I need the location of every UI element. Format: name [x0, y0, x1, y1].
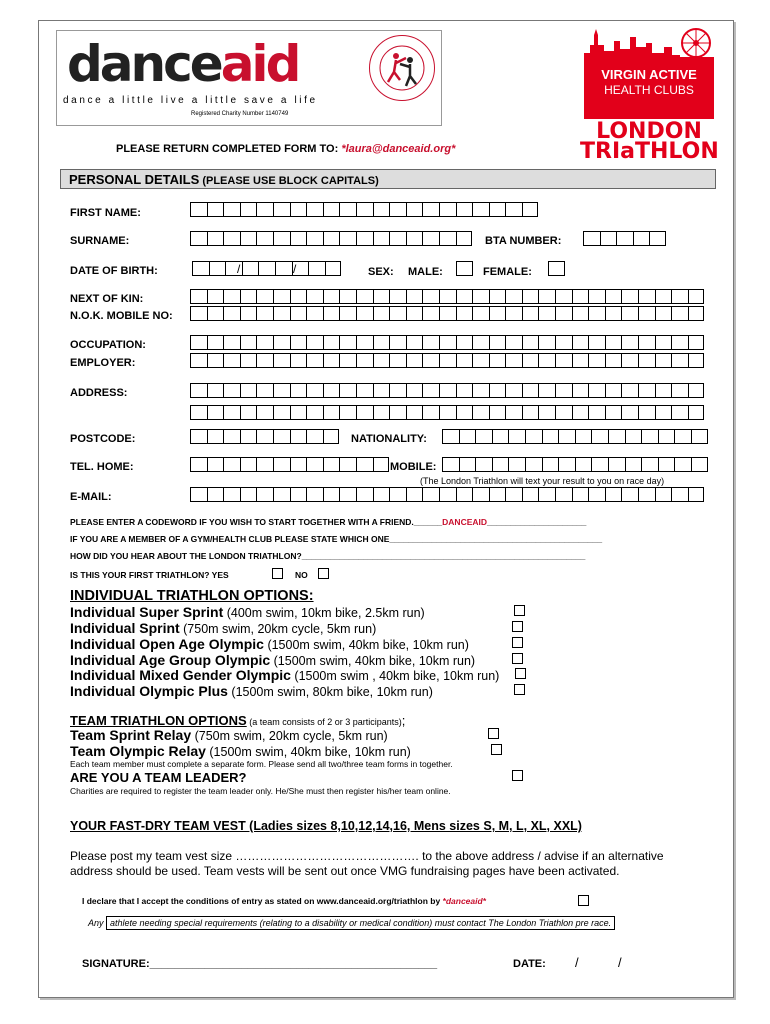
tel-home-label: TEL. HOME: — [70, 461, 134, 473]
postcode-label: POSTCODE: — [70, 433, 136, 445]
option-open-age-olympic-checkbox[interactable] — [512, 637, 523, 648]
option-team-olympic-relay: Team Olympic Relay (1500m swim, 40km bike, 10km run) — [70, 743, 411, 759]
dob-input[interactable] — [192, 261, 341, 276]
virgin-active-badge: VIRGIN ACTIVE HEALTH CLUBS — [584, 61, 714, 119]
address-label: ADDRESS: — [70, 387, 128, 399]
option-olympic-plus-checkbox[interactable] — [514, 684, 525, 695]
first-name-label: FIRST NAME: — [70, 207, 141, 219]
date-slash-2: / — [618, 955, 622, 970]
option-super-sprint-checkbox[interactable] — [514, 605, 525, 616]
dob-label: DATE OF BIRTH: — [70, 265, 158, 277]
team-note: Each team member must complete a separate form. Please send all two/three team forms in together. — [70, 759, 453, 769]
mobile-note: (The London Triathlon will text your result to you on race day) — [420, 476, 665, 486]
dob-slash-1: / — [237, 262, 241, 276]
hear-question[interactable]: HOW DID YOU HEAR ABOUT THE LONDON TRIATHLON?____________________________________________________________ — [70, 551, 586, 561]
special-requirements-note: Any athlete needing special requirements (relating to a disability or medical condition) must contact The London Triathlon pre race. — [88, 918, 615, 928]
sex-label: SEX: — [368, 266, 394, 278]
option-team-sprint-relay: Team Sprint Relay (750m swim, 20km cycle, 5km run) — [70, 727, 388, 743]
option-sprint: Individual Sprint (750m swim, 20km cycle, 5km run) — [70, 620, 377, 636]
dob-slash-2: / — [293, 262, 297, 276]
first-triathlon-no-label: NO — [295, 570, 308, 580]
vest-line-1: Please post my team vest size ………………………………………. to the above address / advise if an alternative — [70, 849, 664, 863]
option-open-age-olympic: Individual Open Age Olympic (1500m swim, 40km bike, 10km run) — [70, 636, 469, 652]
next-of-kin-label: NEXT OF KIN: — [70, 293, 144, 305]
option-mixed-gender-olympic: Individual Mixed Gender Olympic (1500m swim , 40km bike, 10km run) — [70, 667, 500, 683]
vest-line-2: address should be used. Team vests will be sent out once VMG fundraising pages have been activated. — [70, 864, 620, 878]
team-leader-question: ARE YOU A TEAM LEADER? — [70, 770, 247, 785]
gym-question[interactable]: IF YOU ARE A MEMBER OF A GYM/HEALTH CLUB PLEASE STATE WHICH ONE_____________________________________________ — [70, 534, 603, 544]
team-leader-checkbox[interactable] — [512, 770, 523, 781]
individual-options-title: INDIVIDUAL TRIATHLON OPTIONS: — [70, 588, 314, 604]
address-line-2-input[interactable] — [190, 405, 704, 420]
option-sprint-checkbox[interactable] — [512, 621, 523, 632]
employer-label: EMPLOYER: — [70, 357, 136, 369]
tagline: dance a little live a little save a life — [63, 95, 318, 106]
nationality-input[interactable] — [442, 429, 708, 444]
female-checkbox[interactable] — [548, 261, 565, 276]
london-skyline-icon — [580, 27, 718, 63]
first-triathlon-question: IS THIS YOUR FIRST TRIATHLON? YES — [70, 570, 229, 580]
occupation-label: OCCUPATION: — [70, 339, 146, 351]
charity-number: Registered Charity Number 1140749 — [191, 111, 289, 117]
option-team-sprint-relay-checkbox[interactable] — [488, 728, 499, 739]
virgin-london-triathlon-logo — [580, 27, 719, 164]
surname-input[interactable] — [190, 231, 472, 246]
first-triathlon-no-checkbox[interactable] — [318, 568, 329, 579]
danceaid-logo — [56, 30, 442, 126]
date-slash-1: / — [575, 955, 579, 970]
first-triathlon-yes-checkbox[interactable] — [272, 568, 283, 579]
option-mixed-gender-olympic-checkbox[interactable] — [515, 668, 526, 679]
email-label: E-MAIL: — [70, 491, 112, 503]
logo-dancers-icon — [369, 35, 435, 101]
first-name-input[interactable] — [190, 202, 538, 217]
male-label: MALE: — [408, 266, 443, 278]
next-of-kin-input[interactable] — [190, 289, 704, 304]
occupation-input[interactable] — [190, 335, 704, 350]
male-checkbox[interactable] — [456, 261, 473, 276]
signature-field[interactable]: SIGNATURE:_______________________________________________ — [82, 958, 438, 970]
email-input[interactable] — [190, 487, 704, 502]
bta-number-input[interactable] — [583, 231, 666, 246]
date-label: DATE: — [513, 958, 546, 970]
mobile-input[interactable] — [442, 457, 708, 472]
tel-home-input[interactable] — [190, 457, 389, 472]
london-triathlon-wordmark: LONDON TRIaTHLON — [580, 119, 719, 164]
vest-title: YOUR FAST-DRY TEAM VEST (Ladies sizes 8,10,12,14,16, Mens sizes S, M, L, XL, XXL) — [70, 819, 582, 833]
option-olympic-plus: Individual Olympic Plus (1500m swim, 80km bike, 10km run) — [70, 683, 433, 699]
nok-mobile-input[interactable] — [190, 306, 704, 321]
nok-mobile-label: N.O.K. MOBILE NO: — [70, 310, 173, 322]
female-label: FEMALE: — [483, 266, 532, 278]
personal-details-header: PERSONAL DETAILS (PLEASE USE BLOCK CAPITALS) — [60, 169, 716, 189]
team-options-title: TEAM TRIATHLON OPTIONS (a team consists of 2 or 3 participants); — [70, 713, 406, 728]
bta-number-label: BTA NUMBER: — [485, 235, 562, 247]
option-age-group-olympic: Individual Age Group Olympic (1500m swim, 40km bike, 10km run) — [70, 652, 476, 668]
codeword-question[interactable]: PLEASE ENTER A CODEWORD IF YOU WISH TO START TOGETHER WITH A FRIEND.______DANCEAID_____________________ — [70, 517, 587, 527]
nationality-label: NATIONALITY: — [351, 433, 427, 445]
employer-input[interactable] — [190, 353, 704, 368]
team-leader-note: Charities are required to register the team leader only. He/She must then register his/her team online. — [70, 786, 451, 796]
declaration-checkbox[interactable] — [578, 895, 589, 906]
option-super-sprint: Individual Super Sprint (400m swim, 10km bike, 2.5km run) — [70, 604, 425, 620]
declaration-text: I declare that I accept the conditions of entry as stated on www.danceaid.org/triathlon by *danceaid* — [82, 896, 486, 906]
logo-wordmark: danceaid — [67, 35, 299, 93]
mobile-label: MOBILE: — [390, 461, 437, 473]
surname-label: SURNAME: — [70, 235, 130, 247]
option-age-group-olympic-checkbox[interactable] — [512, 653, 523, 664]
return-instruction: PLEASE RETURN COMPLETED FORM TO: *laura@danceaid.org* — [116, 143, 456, 155]
postcode-input[interactable] — [190, 429, 339, 444]
option-team-olympic-relay-checkbox[interactable] — [491, 744, 502, 755]
address-line-1-input[interactable] — [190, 383, 704, 398]
